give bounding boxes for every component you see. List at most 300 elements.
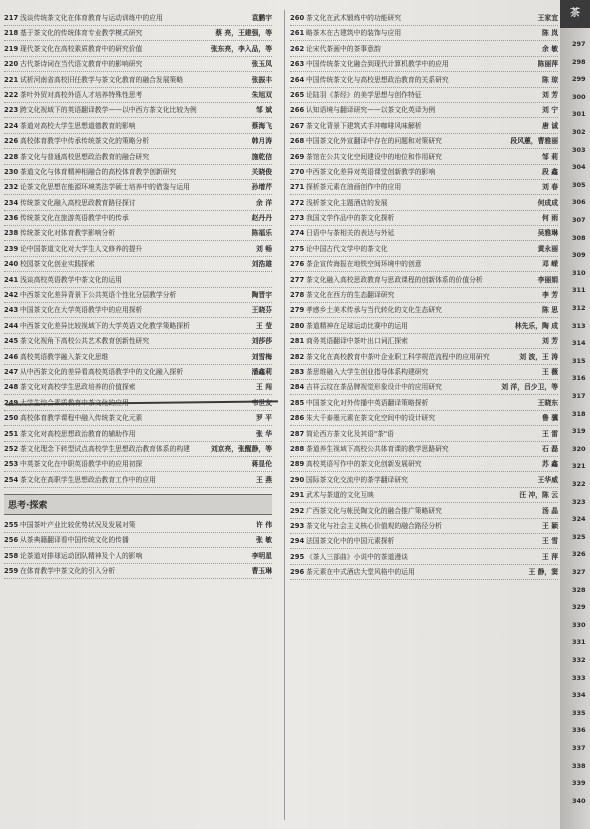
article-author: 张东亮，李入品，等 <box>210 44 272 53</box>
page-number: 246 <box>4 352 19 361</box>
article-title: 茶文化在西方的生态翻译研究 <box>306 291 395 300</box>
article-title: 茶文化在高校教育中茶叶企业职工科学规范流程中的应用研究 <box>306 352 490 361</box>
toc-entry <box>290 199 558 211</box>
column-divider <box>284 10 285 820</box>
toc-entry <box>290 353 558 365</box>
article-author: 李明星 <box>251 551 272 560</box>
toc-entry <box>290 476 558 488</box>
toc-entry <box>4 153 272 165</box>
margin-page-number: 318 <box>572 409 586 418</box>
section-header: 思考·探索 <box>4 494 272 515</box>
margin-page-number: 312 <box>572 304 586 312</box>
toc-entry <box>290 522 558 534</box>
article-title: 中国茶叶产业比较优势状况及发展对策 <box>20 520 136 529</box>
right-column <box>290 14 558 583</box>
article-author: 刘雪梅 <box>251 352 272 361</box>
toc-entry <box>290 153 558 165</box>
toc-entry <box>4 445 272 457</box>
page-number: 272 <box>290 198 305 207</box>
article-title: 传统茶文化融入高校思政教育路径探讨 <box>20 198 136 207</box>
margin-page-number: 300 <box>572 92 586 101</box>
page-number: 281 <box>290 337 305 346</box>
article-author: 曹玉琳 <box>251 566 272 575</box>
margin-page-number: 323 <box>572 497 586 506</box>
toc-entry <box>290 507 558 519</box>
page-number: 273 <box>290 214 305 223</box>
page-number: 240 <box>4 260 19 269</box>
page-number: 267 <box>290 121 305 130</box>
article-author: 陈 思 <box>542 306 558 315</box>
toc-entry <box>4 276 272 288</box>
page-number: 223 <box>4 106 19 115</box>
toc-entry <box>290 491 558 503</box>
margin-page-number: 303 <box>572 145 586 154</box>
article-author: 段风蕙，曹雅丽 <box>510 137 558 146</box>
page-number: 255 <box>4 520 19 529</box>
page-number: 293 <box>290 521 305 530</box>
article-author: 刘 洋，吕少卫，等 <box>501 383 558 392</box>
toc-entry <box>290 306 558 318</box>
article-author: 孙增芹 <box>251 183 272 192</box>
article-author: 唐 诚 <box>542 121 558 130</box>
margin-page-number: 302 <box>572 128 586 136</box>
article-author: 王 燕 <box>256 475 272 484</box>
article-title: 论中国古代文学中的茶文化 <box>306 244 388 253</box>
article-title: 中西茶文化差异对英语课堂创新教学的影响 <box>306 167 436 176</box>
toc-entry <box>4 414 272 426</box>
margin-page-number: 319 <box>572 427 586 436</box>
article-title: 茶文化在高职学生思想政治教育工作中的应用 <box>20 475 156 484</box>
article-title: 校园茶文化创业实践探索 <box>20 260 95 269</box>
margin-page-number: 320 <box>572 444 586 453</box>
article-title: 现代茶文化在高校素质教育中的研究价值 <box>20 44 143 53</box>
toc-entry <box>290 383 558 395</box>
page-number: 275 <box>290 244 305 253</box>
page-number: 253 <box>4 460 19 469</box>
article-author: 陈 琼 <box>542 75 558 84</box>
article-title: 《茶人三部曲》小说中的茶道漫谈 <box>306 552 408 561</box>
page-number: 283 <box>290 367 305 376</box>
page-number: 263 <box>290 60 305 69</box>
article-title: 法国茶文化中的中国元素探析 <box>306 537 395 546</box>
page-number: 219 <box>4 44 19 53</box>
page-number: 222 <box>4 90 19 99</box>
article-author: 王 雪 <box>542 537 558 546</box>
toc-entry <box>290 399 558 411</box>
toc-entry <box>290 445 558 457</box>
article-author: 林先乐，陶 成 <box>514 321 558 330</box>
toc-entry <box>290 276 558 288</box>
page-number: 266 <box>290 106 305 115</box>
article-title: 中西茶文化差异背景下公共英语个性化分层教学分析 <box>20 291 177 300</box>
article-title: 试析河南省高校旧任教学与茶文化教育的融合发展策略 <box>20 75 184 84</box>
article-author: 赵丹丹 <box>251 214 272 223</box>
toc-entry <box>4 567 272 579</box>
page-number: 286 <box>290 414 305 423</box>
toc-entry <box>4 291 272 303</box>
toc-entry <box>4 337 272 349</box>
page-number: 245 <box>4 337 19 346</box>
page-number: 217 <box>4 14 19 22</box>
toc-entry <box>290 291 558 303</box>
article-author: 王 颖 <box>542 521 558 530</box>
page-number: 254 <box>4 475 19 484</box>
toc-entry <box>4 245 272 257</box>
toc-entry <box>290 60 558 72</box>
page-number: 234 <box>4 198 19 207</box>
article-title: 论宋代茶画中的茶事意韵 <box>306 44 381 53</box>
article-author: 张玉凤 <box>251 60 272 69</box>
page-number: 261 <box>290 29 305 38</box>
article-author: 袁鹏宇 <box>251 14 272 22</box>
toc-entry <box>290 553 558 565</box>
toc-entry <box>4 353 272 365</box>
toc-entry <box>290 368 558 380</box>
page-number: 220 <box>4 60 19 69</box>
toc-entry <box>4 137 272 149</box>
margin-page-number: 317 <box>572 392 586 400</box>
page-number: 270 <box>290 167 305 176</box>
article-title: 高校英语教学融入茶文化思维 <box>20 352 109 361</box>
page-number: 280 <box>290 321 305 330</box>
article-author: 王华威 <box>537 475 558 484</box>
margin-page-number: 337 <box>572 744 586 752</box>
page-number: 259 <box>4 566 19 575</box>
article-title: 茶文化对高校学生思政培养的价值探索 <box>20 383 136 392</box>
margin-page-number: 315 <box>572 356 586 365</box>
article-title: 茶文化在武术锻炼中的功能研究 <box>306 14 402 22</box>
page-number: 218 <box>4 29 19 38</box>
toc-entry <box>290 137 558 149</box>
toc-entry <box>290 122 558 134</box>
article-title: 论茶文化思想在能源环境类法学硕士培养中的借鉴与运用 <box>20 183 190 192</box>
page-number: 279 <box>290 306 305 315</box>
page-number: 241 <box>4 275 19 284</box>
article-title: 探析茶元素在油画创作中的应用 <box>306 183 402 192</box>
article-title: 茶道文化与体育精神相融合的高校体育教学创新研究 <box>20 167 177 176</box>
article-author: 韦世友 <box>251 398 272 407</box>
page-number: 262 <box>290 44 305 53</box>
article-author: 刘莎莎 <box>251 337 272 346</box>
article-author: 王 萍 <box>542 552 558 561</box>
article-author: 王 静，窦 <box>528 568 558 577</box>
article-author: 罗 平 <box>256 414 272 423</box>
page-number: 243 <box>4 306 19 315</box>
toc-entry <box>4 476 272 488</box>
article-title: 略茶木在古建筑中的装饰与应用 <box>306 29 402 38</box>
toc-entry <box>4 536 272 548</box>
page-number: 269 <box>290 152 305 161</box>
toc-entry <box>290 106 558 118</box>
margin-page-number: 316 <box>572 374 586 383</box>
article-author: 王 薇 <box>542 367 558 376</box>
toc-entry <box>4 383 272 395</box>
toc-entry <box>290 183 558 195</box>
margin-page-number: 314 <box>572 339 586 348</box>
article-title: 基于茶文化的传统体育专业教学模式研究 <box>20 29 143 38</box>
page-number: 228 <box>4 152 19 161</box>
article-title: 茶道精神在足球运动比赛中的运用 <box>306 321 408 330</box>
margin-page-number: 321 <box>572 462 586 471</box>
page-number: 265 <box>290 90 305 99</box>
article-title: 中国传统茶文化融合到现代计算机教学中的应用 <box>306 60 449 69</box>
article-author: 余 敏 <box>542 44 558 53</box>
article-author: 陈 岚 <box>542 29 558 38</box>
article-author: 刘 宁 <box>542 106 558 115</box>
toc-entry <box>4 521 272 533</box>
article-author: 韩月涛 <box>251 137 272 146</box>
toc-entry <box>4 552 272 564</box>
article-title: 高校体育教学课程中融入传统茶文化元素 <box>20 414 143 423</box>
page-number: 230 <box>4 167 19 176</box>
toc-entry <box>290 229 558 241</box>
article-title: 论茶道对排球运动团队精神及个人的影响 <box>20 551 143 560</box>
margin-page-number: 335 <box>572 708 586 717</box>
article-title: 茶文化融入高校思政教育与思政课程的创新体系的价值分析 <box>306 275 483 284</box>
page-number: 244 <box>4 321 19 330</box>
margin-page-number: 340 <box>572 796 586 805</box>
toc-entry <box>290 29 558 41</box>
toc-entry <box>4 60 272 72</box>
article-author: 陶晋宇 <box>251 291 272 300</box>
page-number: 277 <box>290 275 305 284</box>
article-author: 余 洋 <box>256 198 272 207</box>
toc-entry <box>4 122 272 134</box>
toc-entry <box>4 45 272 57</box>
toc-entry <box>4 214 272 226</box>
article-title: 中国茶文化对外传播中英语翻译策略探析 <box>306 398 429 407</box>
article-title: 从中西茶文化的差异看高校英语教学中的文化融入探析 <box>20 367 184 376</box>
page-number: 276 <box>290 260 305 269</box>
article-title: 论陆羽《茶经》的美学思想与创作特征 <box>306 90 422 99</box>
article-author: 王家宜 <box>537 14 558 22</box>
article-title: 孝感乡土美术传承与当代转化的文化生态研究 <box>306 306 442 315</box>
article-author: 张 敏 <box>256 536 272 545</box>
article-author: 蔡海飞 <box>251 121 272 130</box>
page-number: 251 <box>4 429 19 438</box>
margin-page-number: 330 <box>572 620 586 629</box>
article-title: 茶道养生视域下高校公共体育课的教学思路研究 <box>306 444 449 453</box>
article-author: 陈丽萍 <box>537 60 558 69</box>
page-number: 236 <box>4 214 19 223</box>
article-title: 茶思维融入大学生创业指导体系构建研究 <box>306 367 429 376</box>
toc-entry <box>290 245 558 257</box>
article-author: 王 莹 <box>256 321 272 330</box>
article-title: 茶文化背景下建筑式手冲咖啡风味解析 <box>306 121 422 130</box>
page-number: 258 <box>4 551 19 560</box>
margin-page-number: 311 <box>572 286 586 295</box>
margin-page-number: 328 <box>572 585 586 594</box>
margin-page-number: 324 <box>572 515 586 524</box>
margin-page-number: 326 <box>572 550 586 559</box>
toc-entry <box>290 430 558 442</box>
article-author: 鲁 骥 <box>542 414 558 423</box>
article-title: 传统茶文化在旅游英语教学中的传承 <box>20 214 129 223</box>
margin-page-number: 309 <box>572 251 586 260</box>
article-author: 刘 芳 <box>542 90 558 99</box>
toc-entry <box>4 229 272 241</box>
page-number: 287 <box>290 429 305 438</box>
article-title: 武术与茶道的文化互映 <box>306 491 374 500</box>
toc-entry <box>4 430 272 442</box>
article-author: 刘 芳 <box>542 337 558 346</box>
article-author: 许 伟 <box>256 520 272 529</box>
page-number: 291 <box>290 491 305 500</box>
page-number: 256 <box>4 536 19 545</box>
margin-page-number: 313 <box>572 321 586 330</box>
article-author: 张 华 <box>256 429 272 438</box>
toc-entry <box>290 214 558 226</box>
toc-entry <box>4 29 272 41</box>
page-number: 294 <box>290 537 305 546</box>
margin-page-number: 338 <box>572 761 586 770</box>
toc-entry <box>4 183 272 195</box>
article-author: 王 雷 <box>542 429 558 438</box>
toc-entry <box>4 168 272 180</box>
article-title: 茶文化与社会主义核心价值观的融合路径分析 <box>306 521 442 530</box>
margin-page-number: 305 <box>572 180 586 189</box>
article-title: 茶馆在公共文化空间建设中的地位和作用研究 <box>306 152 442 161</box>
article-title: 跨文化视域下的英语翻译教学——以中西方茶文化比较为例 <box>20 106 197 115</box>
toc-entry <box>290 45 558 57</box>
article-title: 浅谈高校英语教学中茶文化的运用 <box>20 275 122 284</box>
article-author: 汤 晶 <box>542 506 558 515</box>
article-title: 茶企宣传海报在地铁空间环境中的创意 <box>306 260 422 269</box>
toc-entry <box>290 414 558 426</box>
article-author: 段 鑫 <box>542 167 558 176</box>
article-author: 黄永丽 <box>537 244 558 253</box>
article-author: 何成成 <box>537 198 558 207</box>
article-author: 蒋显伦 <box>251 460 272 469</box>
article-title: 高校英语写作中的茶文化创新发展研究 <box>306 460 422 469</box>
toc-entry <box>290 322 558 334</box>
page-number: 296 <box>290 568 305 577</box>
margin-page-number: 298 <box>572 57 586 66</box>
article-author: 吴雅琳 <box>537 229 558 238</box>
article-title: 中英茶文化在中职英语教学中的应用初探 <box>20 460 143 469</box>
article-title: 吉祥云纹在茶品牌视觉形象设计中的应用研究 <box>306 383 442 392</box>
toc-entry <box>4 322 272 334</box>
page-number: 250 <box>4 414 19 423</box>
page-number: 239 <box>4 244 19 253</box>
article-title: 朱大千泰墨元素在茶文化空间中的设计研究 <box>306 414 436 423</box>
page-number: 232 <box>4 183 19 192</box>
margin-page-number: 297 <box>572 40 586 48</box>
margin-page-number: 322 <box>572 480 586 488</box>
page-number: 278 <box>290 291 305 300</box>
article-title: 中西茶文化差异比较视域下的大学英语文化教学策略探析 <box>20 321 190 330</box>
article-author: 邹 斌 <box>256 106 272 115</box>
toc-entry <box>4 199 272 211</box>
page-number: 238 <box>4 229 19 238</box>
article-title: 茶文化视角下高校公共艺术教育创新性研究 <box>20 337 150 346</box>
article-author: 石 磊 <box>542 444 558 453</box>
toc-entry <box>4 91 272 103</box>
article-title: 茶文化对高校思想政治教育的辅助作用 <box>20 429 136 438</box>
page-number: 248 <box>4 383 19 392</box>
article-author: 刘 畅 <box>256 244 272 253</box>
article-title: 国际茶文化交流中的茶学翻译研究 <box>306 475 408 484</box>
page-number: 295 <box>290 552 305 561</box>
toc-entry <box>4 106 272 118</box>
toc-entry <box>290 14 558 26</box>
page-number: 271 <box>290 183 305 192</box>
margin-page-number: 327 <box>572 568 586 576</box>
toc-entry <box>290 168 558 180</box>
article-author: 张振丰 <box>251 75 272 84</box>
toc-entry <box>4 368 272 380</box>
article-title: 茶文化理念下转型试点高校学生思想政治教育体系的构建 <box>20 444 190 453</box>
page-number: 242 <box>4 291 19 300</box>
margin-page-number: 304 <box>572 163 586 172</box>
margin-page-number: 329 <box>572 603 586 612</box>
article-title: 商务英语翻译中茶叶出口词汇探索 <box>306 337 408 346</box>
margin-page-number: 306 <box>572 198 586 207</box>
article-title: 认知语境与翻译研究——以茶文化英译为例 <box>306 106 436 115</box>
page-number: 285 <box>290 398 305 407</box>
margin-page-number: 299 <box>572 75 586 84</box>
article-title: 茶叶外贸对高校外语人才培养特殊性思考 <box>20 90 143 99</box>
article-author: 陈福乐 <box>251 229 272 238</box>
article-author: 潘鑫莉 <box>251 367 272 376</box>
toc-entry <box>4 76 272 88</box>
article-title: 简论西方茶文化及其语"茶"语 <box>306 429 394 438</box>
article-title: 论中国茶道文化对大学生人文修养的提升 <box>20 244 143 253</box>
article-author: 汪 冲，陈 云 <box>519 491 558 500</box>
margin-page-number: 307 <box>572 216 586 224</box>
article-author: 刘京亮，张醒静，等 <box>210 444 272 453</box>
article-author: 邓 嵘 <box>542 260 558 269</box>
page-number: 264 <box>290 75 305 84</box>
article-author: 施乾信 <box>251 152 272 161</box>
article-author: 李 芳 <box>542 291 558 300</box>
article-title: 广西茶文化与帐民陶文化的融合推广策略研究 <box>306 506 442 515</box>
article-title: 古代茶诗词在当代语文教育中的影响研究 <box>20 60 143 69</box>
page-number: 290 <box>290 475 305 484</box>
article-title: 中国茶文化外宣翻译中存在的问题和对策研究 <box>306 137 442 146</box>
margin-page-number: 331 <box>572 638 586 647</box>
article-author: 朱旭双 <box>251 90 272 99</box>
margin-page-number: 332 <box>572 656 586 664</box>
margin-page-number: 339 <box>572 779 586 788</box>
article-title: 在体育教学中茶文化的引入分析 <box>20 566 116 575</box>
article-author: 刘 波，王 涛 <box>519 352 558 361</box>
toc-entry <box>290 91 558 103</box>
article-title: 高校体育教学中传承传统茶文化的策略分析 <box>20 137 150 146</box>
margin-page-number: 308 <box>572 233 586 242</box>
toc-entry <box>290 260 558 272</box>
page-number: 260 <box>290 14 305 22</box>
article-title: 从茶典籍翻译看中国传统文化的传播 <box>20 536 129 545</box>
page-number: 284 <box>290 383 305 392</box>
page-number: 268 <box>290 137 305 146</box>
toc-entry <box>4 460 272 472</box>
article-author: 李丽娟 <box>537 275 558 284</box>
page-number: 274 <box>290 229 305 238</box>
article-author: 刘 春 <box>542 183 558 192</box>
article-title: 中国传统茶文化与高校思想政治教育的关系研究 <box>306 75 449 84</box>
article-author: 刘浩雄 <box>251 260 272 269</box>
toc-entry <box>290 76 558 88</box>
page-number: 221 <box>4 75 19 84</box>
page-number: 224 <box>4 121 19 130</box>
article-title: 茶元素在中式酒店大堂风格中的运用 <box>306 568 415 577</box>
article-title: 日语中与茶相关的表达与外延 <box>306 229 395 238</box>
page-number: 288 <box>290 444 305 453</box>
margin-page-number: 334 <box>572 691 586 700</box>
article-title: 我国文学作品中的茶文化探析 <box>306 214 395 223</box>
toc-entry <box>290 460 558 472</box>
